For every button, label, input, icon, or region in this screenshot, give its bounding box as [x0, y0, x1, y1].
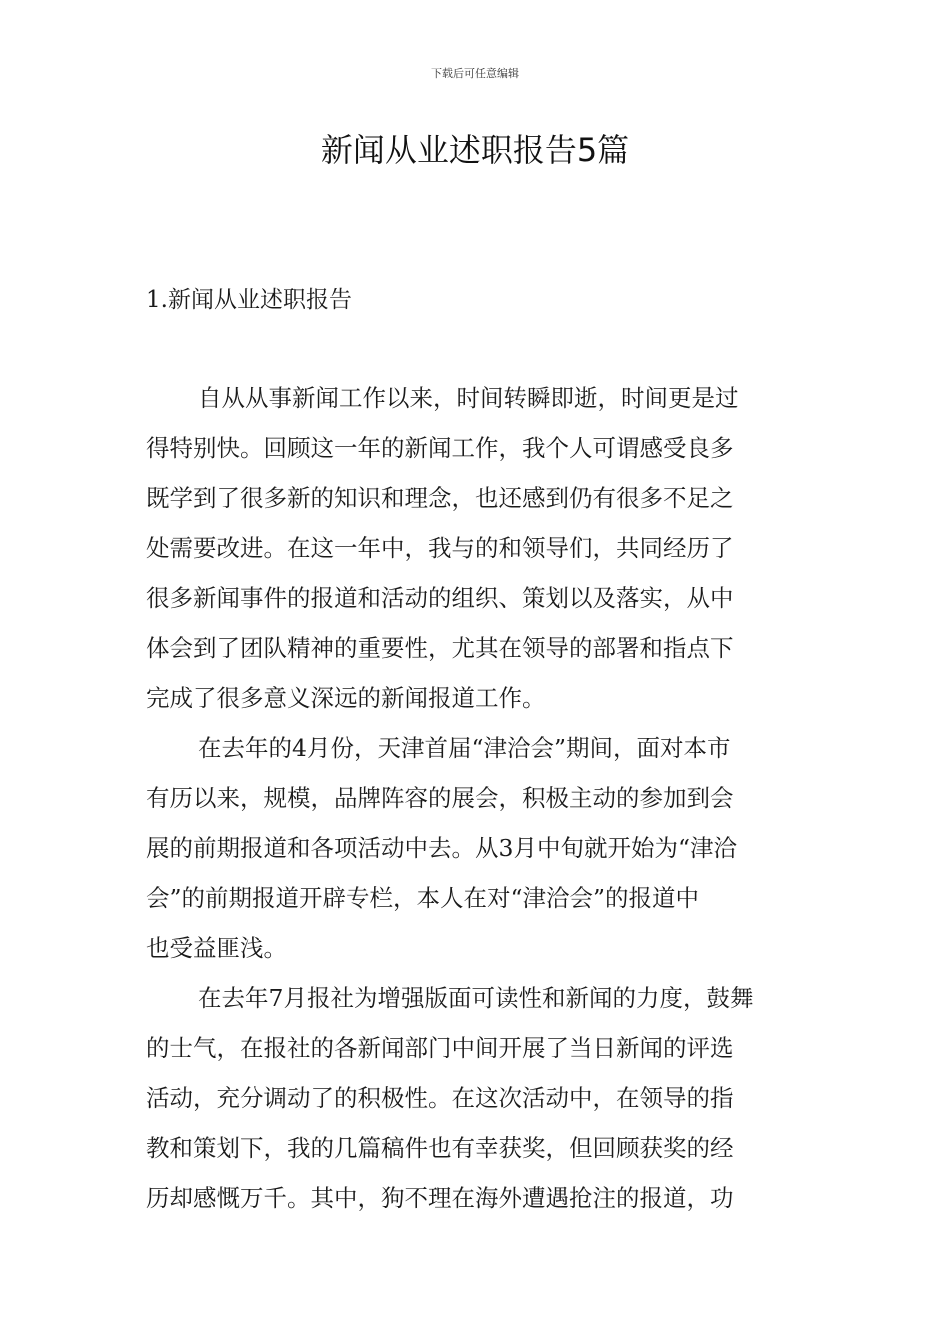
paragraph-line: 在去年的4月份，天津首届“津洽会”期间，面对本市 — [198, 734, 731, 762]
paragraph-line: 很多新闻事件的报道和活动的组织、策划以及落实，从中 — [146, 584, 734, 612]
paragraph-line: 历却感慨万千。其中，狗不理在海外遭遇抢注的报道，功 — [146, 1184, 734, 1212]
paragraph-line: 活动，充分调动了的积极性。在这次活动中，在领导的指 — [146, 1084, 734, 1112]
paragraph-line: 完成了很多意义深远的新闻报道工作。 — [146, 684, 546, 712]
paragraph-line: 处需要改进。在这一年中，我与的和领导们，共同经历了 — [146, 534, 734, 562]
paragraph-line: 也受益匪浅。 — [146, 934, 287, 962]
paragraph-line: 体会到了团队精神的重要性，尤其在领导的部署和指点下 — [146, 634, 734, 662]
section-heading: 1.新闻从业述职报告 — [146, 287, 352, 313]
paragraph-line: 得特别快。回顾这一年的新闻工作，我个人可谓感受良多 — [146, 434, 734, 462]
paragraph-line: 展的前期报道和各项活动中去。从3月中旬就开始为“津洽 — [146, 834, 737, 862]
paragraph-line: 会”的前期报道开辟专栏，本人在对“津洽会”的报道中 — [146, 884, 700, 912]
paragraph-line: 教和策划下，我的几篇稿件也有幸获奖，但回顾获奖的经 — [146, 1134, 734, 1162]
paragraph-line: 既学到了很多新的知识和理念，也还感到仍有很多不足之 — [146, 484, 734, 512]
paragraph-line: 在去年7月报社为增强版面可读性和新闻的力度，鼓舞 — [198, 984, 754, 1012]
paragraph-2 — [146, 723, 811, 973]
header-note: 下载后可任意编辑 — [431, 67, 519, 80]
paragraph-line: 自从从事新闻工作以来，时间转瞬即逝，时间更是过 — [198, 384, 739, 412]
paragraph-1 — [146, 373, 811, 723]
paragraph-3 — [146, 973, 811, 1223]
paragraph-line: 有历以来，规模，品牌阵容的展会，积极主动的参加到会 — [146, 784, 734, 812]
paragraph-line: 的士气，在报社的各新闻部门中间开展了当日新闻的评选 — [146, 1034, 734, 1062]
document-title: 新闻从业述职报告5篇 — [320, 131, 630, 169]
